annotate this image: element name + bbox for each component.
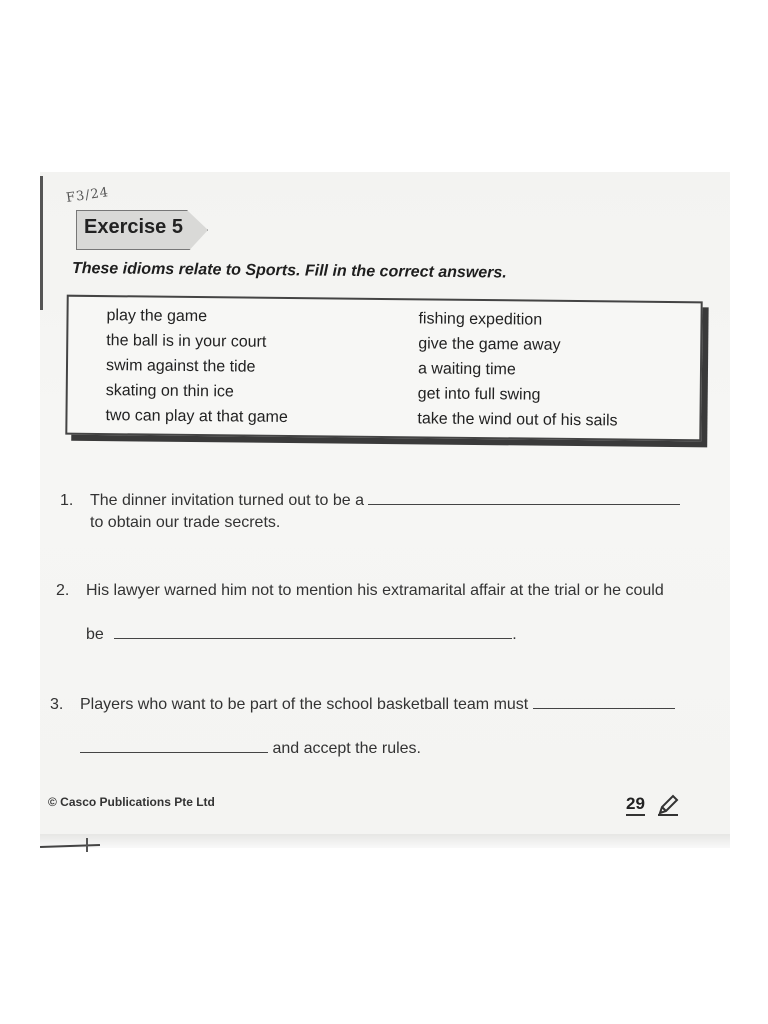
idiom-item: play the game xyxy=(106,307,208,326)
question-text: and accept the rules. xyxy=(272,740,421,757)
idiom-item: take the wind out of his sails xyxy=(417,410,618,430)
exercise-title: Exercise 5 xyxy=(84,216,183,238)
idiom-item: the ball is in your court xyxy=(106,332,267,351)
idiom-item: a waiting time xyxy=(417,360,516,379)
question-text: Players who want to be part of the school basketball team must xyxy=(80,696,529,713)
question-number: 2. xyxy=(56,582,70,599)
question-text: be xyxy=(86,626,104,643)
page-tick xyxy=(86,838,88,852)
question-number: 1. xyxy=(60,492,74,509)
question-text: His lawyer warned him not to mention his extramarital affair at the trial or he could xyxy=(86,582,664,599)
idiom-column-left xyxy=(105,303,289,430)
question-3-line-1 xyxy=(50,694,675,714)
pencil-icon xyxy=(656,793,680,817)
question-2-line-2 xyxy=(86,624,517,644)
question-text: The dinner invitation turned out to be a xyxy=(90,492,364,509)
idiom-item: fishing expedition xyxy=(418,310,543,329)
page-bottom-edge xyxy=(40,834,730,848)
instructions: These idioms relate to Sports. Fill in the correct answers. xyxy=(71,260,507,282)
idiom-item: swim against the tide xyxy=(105,357,256,376)
page-spine-edge xyxy=(40,176,43,310)
question-1-line-2 xyxy=(90,514,280,532)
handwritten-note: F3/24 xyxy=(65,185,111,206)
answer-blank-3b[interactable] xyxy=(80,738,268,753)
question-1-line-1 xyxy=(60,490,680,510)
idiom-item: two can play at that game xyxy=(105,407,288,426)
page-number: 29 xyxy=(626,794,645,816)
idiom-item: skating on thin ice xyxy=(105,382,234,401)
question-text-end: . xyxy=(512,626,517,643)
question-2-line-1 xyxy=(56,582,664,600)
answer-blank-2[interactable] xyxy=(114,624,512,639)
question-number: 3. xyxy=(50,696,64,713)
idiom-item: get into full swing xyxy=(417,385,541,404)
answer-blank-3a[interactable] xyxy=(533,694,675,709)
idiom-column-right xyxy=(417,306,618,433)
idiom-box xyxy=(65,295,702,442)
answer-blank-1[interactable] xyxy=(368,490,680,505)
idiom-item: give the game away xyxy=(418,335,561,354)
question-text: to obtain our trade secrets. xyxy=(90,514,281,531)
question-3-line-2 xyxy=(80,738,421,758)
copyright-notice: © Casco Publications Pte Ltd xyxy=(48,795,215,809)
